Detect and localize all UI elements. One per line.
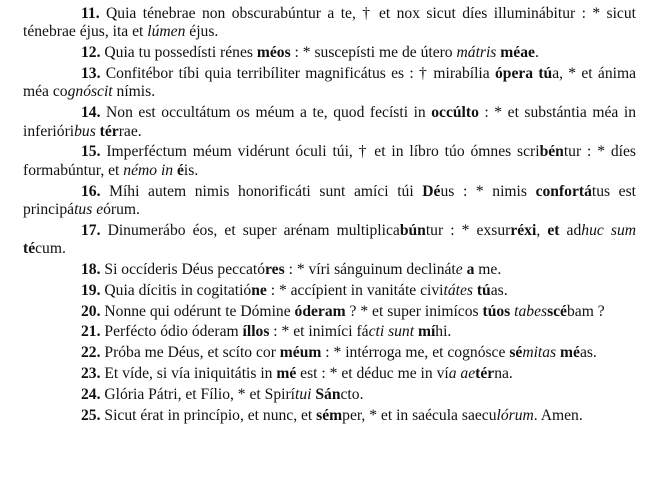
verse-2 [23,44,636,62]
verse-text-segment: Míhi autem nimis honorificáti sunt amíci túi [100,182,423,200]
verse-9 [23,282,636,300]
verse-text-segment: occúlto [431,104,479,122]
verse-text-segment: ne [251,281,267,299]
verse-text-segment: na. [494,365,513,382]
verse-text-segment: óderam [294,302,346,320]
verse-text-segment: confortá [535,182,592,200]
verse-text-segment: huc sum [581,221,636,239]
verse-text-segment: cto. [340,385,364,403]
verse-text-segment: e [455,261,463,279]
verse-text-segment: tus est principá [23,182,637,219]
verse-text-segment: méos [256,44,291,62]
verse-1 [23,5,636,42]
verse-text-segment: gnóscit [67,83,113,101]
verse-text-segment: bus [74,122,96,140]
verse-text-segment: mátris [456,44,497,62]
verse-text-segment: ? * et super inimícos [345,302,483,320]
verse-text-segment: bén [539,143,564,161]
verse-text-segment: a ae [448,365,476,382]
verse-text-segment: bún [399,221,426,239]
verse-text-segment: . Amen. [533,406,583,424]
verse-text-segment: Nonne qui odérunt te Dómine [100,302,295,320]
verse-15 [23,407,636,425]
verse-text-segment: mí [417,323,436,341]
verse-text-segment: sé [509,344,523,362]
verse-number: 23. [81,365,101,382]
verse-text-segment: tér [99,122,119,140]
verse-text-segment: Non est occultátum os méum a te, quod fecísti in [100,104,432,122]
verse-number: 21. [81,323,101,341]
verse-text-segment: mitas [522,344,557,362]
verse-text-segment: Perfécto ódio óderam [100,323,243,341]
verse-text-segment: réxi [510,221,537,239]
verse-text-segment: mé [276,365,297,382]
verse-text-segment: Quia dícitis in cogitatió [100,281,252,299]
verse-number: 17. [81,221,101,239]
verse-text-segment: mé [560,344,580,362]
verse-number: 25. [81,406,101,424]
verse-text-segment: a [466,261,475,279]
verse-text-segment: : * víri sánguinum declinát [284,261,456,279]
verse-text-segment: ópera tú [494,65,553,82]
verse-text-segment: íllos [242,323,270,341]
verse-5 [23,143,636,180]
verse-text-segment: méae [500,44,535,62]
verse-text-segment: me. [474,261,502,279]
verse-text-segment: . [534,44,539,62]
verse-text-segment: tér [475,365,495,382]
verse-14 [23,386,636,404]
verse-text-segment: bam ? [566,302,605,320]
verse-number: 15. [81,143,101,161]
verse-text-segment: nímis. [112,83,156,101]
verse-text-segment: é [177,161,184,179]
verse-text-segment: méum [279,344,322,362]
verse-text-segment: cti sunt [368,323,415,341]
verse-13 [23,365,636,383]
verse-text-segment: Et víde, si vía iniquitátis in [100,365,277,382]
verse-text-segment: as. [579,344,597,362]
verse-text-segment: Próba me Déus, et scíto cor [100,344,280,362]
verse-10 [23,303,636,321]
verse-text-segment: : * et substántia méa in inferióri [23,104,636,140]
verse-text-segment: : * suscepísti me de útero [290,44,457,62]
verse-8 [23,261,636,279]
verse-text-segment: té [23,240,36,258]
verse-text-segment: tabes [514,302,548,320]
verse-number: 19. [81,281,101,299]
verse-text-segment: Confitébor tíbi quia terribíliter magnificátus es : † mirabília [100,65,495,82]
verse-number: 11. [81,5,100,22]
verse-text-segment: is. [183,161,199,179]
verse-number: 13. [81,65,101,82]
verse-6 [23,183,636,220]
verse-text-segment: Dé [422,182,441,200]
verse-text-segment: tui [294,385,312,403]
verse-text-segment: Sán [315,385,341,403]
verse-7 [23,222,636,259]
verse-text-segment: per, * et in saécula saecu [342,406,497,424]
verse-text-segment: Sicut érat in princípio, et nunc, et [100,406,317,424]
verse-number: 12. [81,44,101,62]
verse-text-segment: et [547,221,560,239]
verse-text-segment: e [96,201,104,219]
verse-text-segment: Quia ténebrae non obscurabúntur a te, † et nox sicut díes illuminábitur : * sicut ténebrae éjus, ita et [23,5,636,41]
verse-text-segment: némo in [123,161,174,179]
verse-text-segment: Quia tu possedísti rénes [100,44,257,62]
verse-text-segment: éjus. [185,23,219,41]
verse-text-segment: tátes [443,281,473,299]
verse-text-segment: Si occíderis Déus peccató [100,261,266,279]
verse-text-segment: tú [476,281,491,299]
verse-text-segment: sém [316,406,343,424]
verse-text-segment: tus [74,201,93,219]
verse-11 [23,323,636,341]
verse-number: 22. [81,344,101,362]
verse-text-segment: res [265,261,285,279]
verse-number: 16. [81,182,101,200]
verse-text-segment: ad [559,221,582,239]
verse-text-segment: , [536,221,548,239]
verse-text-segment: tur : * exsur [425,221,511,239]
verse-text-segment: scé [547,302,567,320]
verse-text-segment: Dinumerábo éos, et super arénam multiplica [100,221,400,239]
verse-number: 14. [81,104,101,122]
verse-text-segment: Imperféctum méum vidérunt óculi túi, † et in líbro túo ómnes scri [100,143,540,161]
verse-number: 24. [81,385,101,403]
verse-text-segment: órum. [103,201,140,219]
verse-text-segment: lórum [496,406,534,424]
verse-text-segment: hi. [435,323,452,341]
verse-text-segment: rae. [118,122,142,140]
verse-text-segment: tur : * díes formabúntur, et [23,143,636,179]
verse-3 [23,65,636,102]
verse-text-segment: Glória Pátri, et Fílio, * et Spirí [100,385,295,403]
verse-text-segment: as. [490,281,508,299]
verse-text-segment: est : * et déduc me in ví [296,365,449,382]
verse-12 [23,344,636,362]
verse-text-segment: lúmen [147,23,186,41]
verse-number: 18. [81,261,101,279]
verse-text-segment: us : * nimis [440,182,536,200]
verse-text-segment: túos [482,302,511,320]
verse-text-segment: a, * et ánima méa co [23,65,637,101]
verse-text-segment: : * intérroga me, et cognósce [321,344,510,362]
verse-text-segment: : * accípient in vanitáte civi [266,281,444,299]
verse-4 [23,104,636,141]
verse-text-segment: : * et inimíci fá [269,323,369,341]
verse-number: 20. [81,302,101,320]
verse-text-segment: cum. [35,240,66,258]
